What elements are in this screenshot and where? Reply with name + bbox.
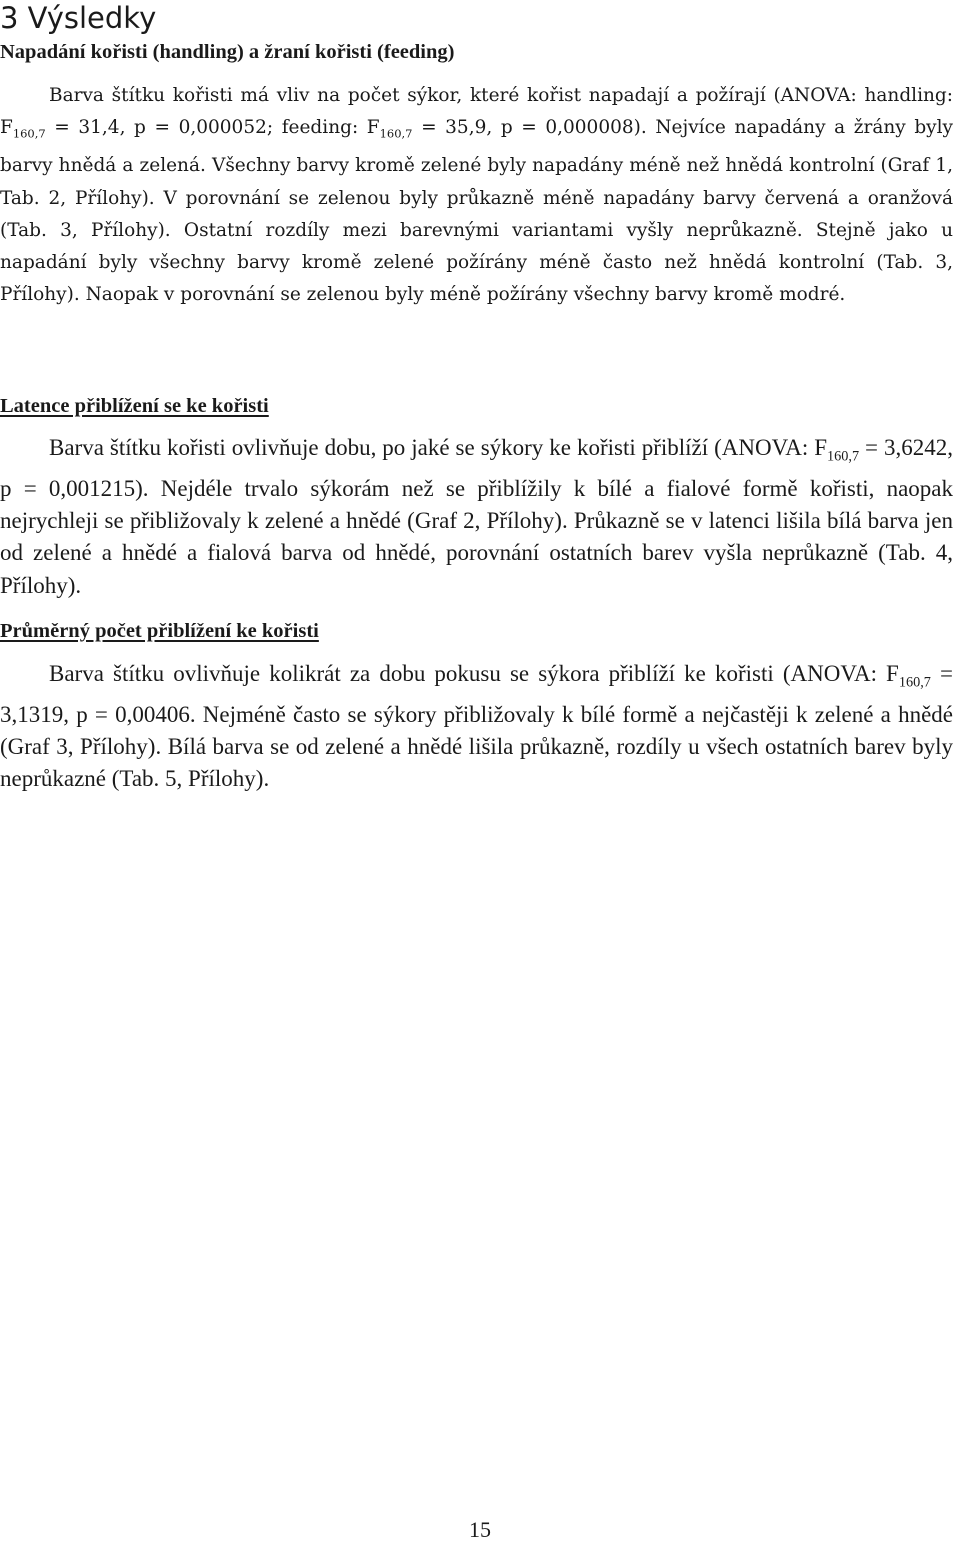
section-title-latency: Latence přiblížení se ke kořisti bbox=[0, 395, 269, 417]
paragraph-latency: Barva štítku kořisti ovlivňuje dobu, po jaké se sýkory ke kořisti přiblíží (ANOVA: $F_{160,7} = 3,6242$, p = 0,001215). Nejdéle trvalo sýkorám než se přiblížily k bílé a fialové formě kořisti, naopak nejrychleji se přibližovaly k zelené a hnědé (Graf 2, Přílohy). Průkazně se v latenci lišila bílá barva jen od zelené a hnědé a fialová barva od hnědé, porovnání ostatních barev vyšla neprůkazně (Tab. 4, Přílohy). bbox=[0, 435, 953, 598]
section-title-handling: Napadání kořisti (handling) a žraní kořisti (feeding) bbox=[0, 41, 455, 63]
page-number: 15 bbox=[469, 1517, 491, 1542]
chapter-title: 3 Výsledky bbox=[0, 1, 157, 35]
paragraph-approach-count: Barva štítku ovlivňuje kolikrát za dobu pokusu se sýkora přiblíží ke kořisti (ANOVA: $F_{160,7} = 3,1319$, p = 0,00406. Nejméně často se sýkory přibližovaly k bílé formě a nejčastěji k zelené a hnědé (Graf 3, Přílohy). Bílá barva se od zelené a hnědé lišila průkazně, rozdíly u všech ostatních barev byly neprůkazné (Tab. 5, Přílohy). bbox=[0, 661, 953, 792]
paragraph-handling: Barva štítku kořisti má vliv na počet sýkor, které kořist napadají a požírají (ANOVA: handling: $F_{160,7} = 31,4$, p = 0,000052; feeding: $F_{160,7} = 35,9$, p = 0,000008). Nejvíce napadány a žrány byly barvy hnědá a zelená. Všechny barvy kromě zelené byly napadány méně než hnědá kontrolní (Graf 1, Tab. 2, Přílohy). V porovnání se zelenou byly průkazně méně napadány barvy červená a oranžová (Tab. 3, Přílohy). Ostatní rozdíly mezi barevnými variantami vyšly neprůkazně. Stejně jako u napadání byly všechny barvy kromě zelené požírány méně často než hnědá kontrolní (Tab. 3, Přílohy). Naopak v porovnání se zelenou byly méně požírány všechny barvy kromě modré. bbox=[0, 85, 954, 306]
section-title-approach-count: Průměrný počet přiblížení ke kořisti bbox=[0, 620, 319, 642]
